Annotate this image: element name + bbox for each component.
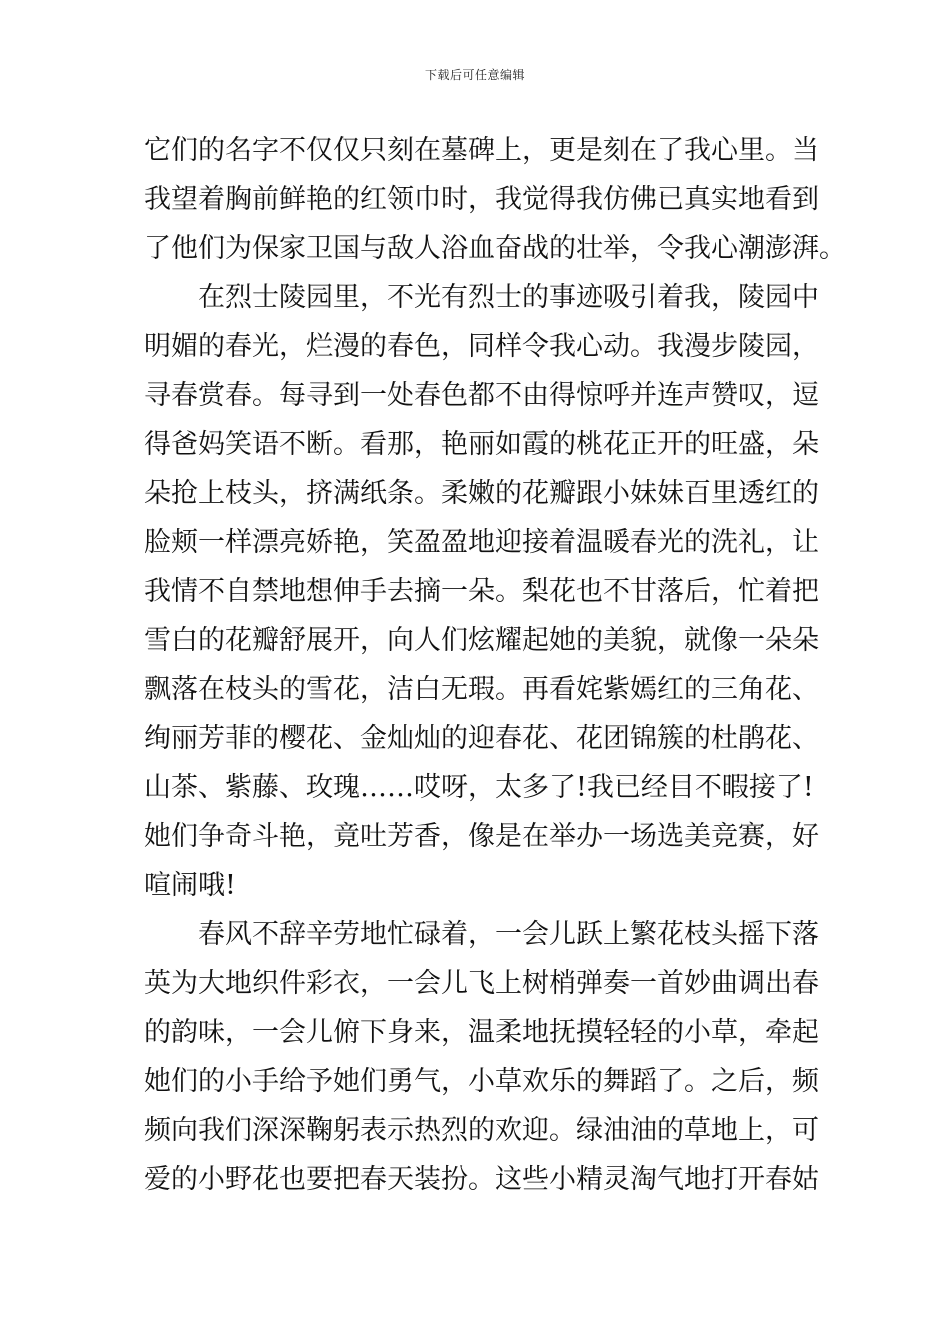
text-line: 英为大地织件彩衣，一会儿飞上树梢弹奏一首妙曲调出春 bbox=[144, 968, 819, 999]
text-line: 明媚的春光，烂漫的春色，同样令我心动。我漫步陵园， bbox=[144, 331, 819, 362]
text-line: 她们争奇斗艳，竟吐芳香，像是在举办一场选美竞赛，好 bbox=[144, 821, 819, 852]
text-line: 寻春赏春。每寻到一处春色都不由得惊呼并连声赞叹，逗 bbox=[144, 380, 819, 411]
text-line: 雪白的花瓣舒展开，向人们炫耀起她的美貌，就像一朵朵 bbox=[144, 625, 819, 656]
body-text bbox=[144, 126, 846, 1204]
paragraph-start-line: 春风不辞辛劳地忙碌着，一会儿跃上繁花枝头摇下落 bbox=[198, 919, 819, 950]
text-line: 爱的小野花也要把春天装扮。这些小精灵淘气地打开春姑 bbox=[144, 1164, 819, 1195]
text-line: 脸颊一样漂亮娇艳，笑盈盈地迎接着温暖春光的洗礼，让 bbox=[144, 527, 819, 558]
text-line: 喧闹哦! bbox=[144, 870, 236, 901]
paragraph-start-line: 在烈士陵园里，不光有烈士的事迹吸引着我，陵园中 bbox=[198, 282, 819, 313]
text-line: 得爸妈笑语不断。看那，艳丽如霞的桃花正开的旺盛，朵 bbox=[144, 429, 819, 460]
text-line: 我情不自禁地想伸手去摘一朵。梨花也不甘落后，忙着把 bbox=[144, 576, 819, 607]
text-line: 了他们为保家卫国与敌人浴血奋战的壮举，令我心潮澎湃。 bbox=[144, 233, 846, 264]
text-line: 山茶、紫藤、玫瑰……哎呀，太多了!我已经目不暇接了! bbox=[144, 772, 814, 803]
text-line: 朵抢上枝头，挤满纸条。柔嫩的花瓣跟小妹妹百里透红的 bbox=[144, 478, 819, 509]
text-line: 频向我们深深鞠躬表示热烈的欢迎。绿油油的草地上，可 bbox=[144, 1115, 819, 1146]
text-line: 它们的名字不仅仅只刻在墓碑上，更是刻在了我心里。当 bbox=[144, 135, 819, 166]
text-line: 的韵味，一会儿俯下身来，温柔地抚摸轻轻的小草，牵起 bbox=[144, 1017, 819, 1048]
text-line: 她们的小手给予她们勇气，小草欢乐的舞蹈了。之后，频 bbox=[144, 1066, 819, 1097]
text-line: 我望着胸前鲜艳的红领巾时，我觉得我仿佛已真实地看到 bbox=[144, 184, 819, 215]
header-note: 下载后可任意编辑 bbox=[424, 68, 525, 82]
text-line: 绚丽芳菲的樱花、金灿灿的迎春花、花团锦簇的杜鹃花、 bbox=[144, 723, 819, 754]
text-line: 飘落在枝头的雪花，洁白无瑕。再看姹紫嫣红的三角花、 bbox=[144, 674, 819, 705]
